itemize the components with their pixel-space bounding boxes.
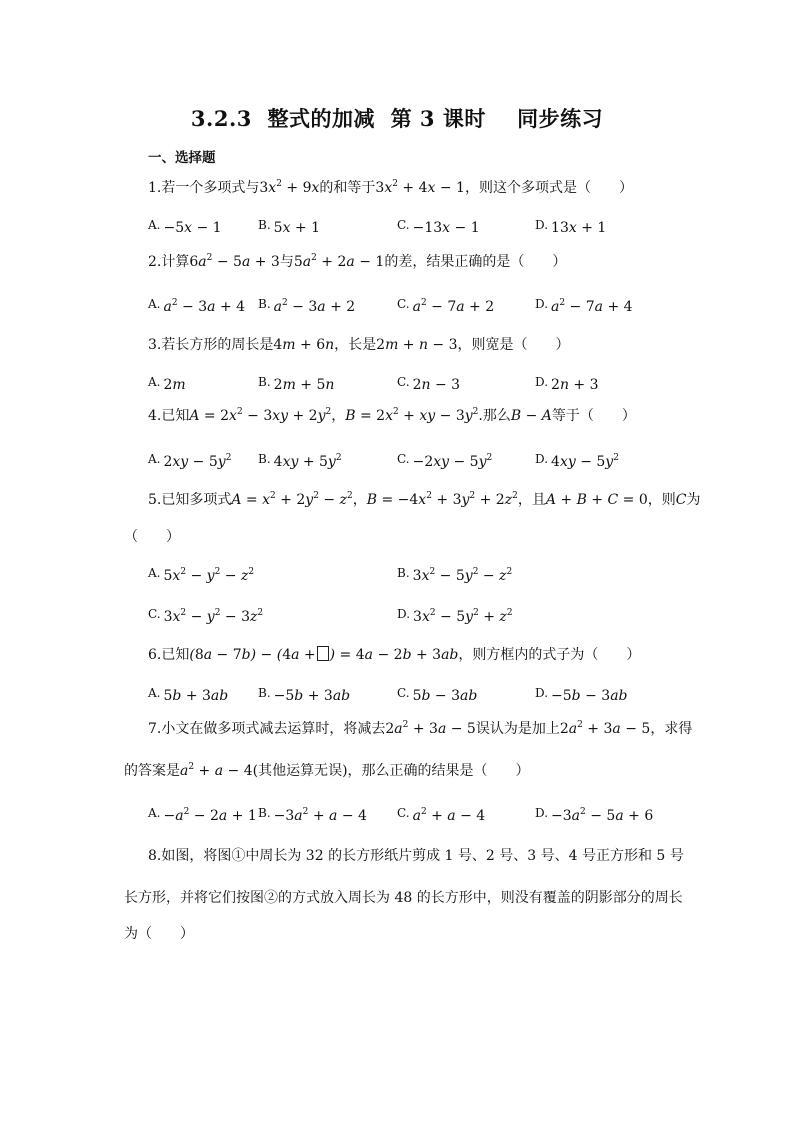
option-expr: $4xy - 5y^2$ (551, 453, 619, 470)
q5-text-b: ， (352, 492, 367, 508)
q6-option-a (148, 683, 228, 706)
q1-text-c: ，则这个多项式是（ ） (464, 180, 633, 196)
q5-option-b (397, 563, 512, 586)
q2-text-c: 的差，结果正确的是（ ） (384, 254, 567, 270)
option-expr: 5b + 3ab (163, 688, 229, 704)
option-expr: 2m (163, 377, 186, 393)
q7-option-d (535, 803, 653, 826)
q4-expr-b: $B = 2x^2$ + xy − $3y^2$ (345, 407, 479, 424)
question-7 (148, 719, 692, 739)
q6-option-c (397, 683, 477, 706)
q5-expr-b: $B = -4x^2 + 3y^2 + 2z^2$ (366, 491, 518, 508)
option-label: D. (535, 218, 549, 232)
q2-option-c (397, 294, 494, 317)
q6-text-a: 6.已知 (148, 647, 190, 663)
q1-text-a: 1.若一个多项式与 (148, 180, 260, 196)
q4-option-b (258, 449, 342, 472)
option-expr: −5b + 3ab (273, 688, 351, 704)
option-expr: $a^2 - 7a + 2$ (412, 298, 495, 315)
option-label: C. (397, 218, 410, 232)
blank-box (317, 646, 329, 661)
option-expr: $3x^2 - 5y^2 + z^2$ (413, 608, 513, 625)
q2-option-a (148, 294, 245, 317)
q5-expr-d: C (675, 492, 687, 508)
q7-text-d: 的答案是 (124, 763, 180, 779)
q6-option-d (535, 683, 628, 706)
q2-expr-b: $5a^2 + 2a - 1$ (293, 253, 385, 270)
option-label: C. (397, 375, 410, 389)
option-expr: $a^2 - 3a + 4$ (163, 298, 246, 315)
q5-option-a (148, 563, 254, 586)
q7-option-c (397, 803, 485, 826)
option-expr: $-a^2 - 2a + 1$ (163, 807, 257, 824)
q5-text-c: ，且 (517, 492, 546, 508)
q3-expr-a: 4m + 6n (273, 337, 335, 353)
q5-text-a: 5.已知多项式 (148, 492, 232, 508)
option-expr: $-3a^2 - 5a + 6$ (551, 807, 654, 824)
option-label: D. (535, 452, 549, 466)
option-expr: 5x + 1 (273, 220, 321, 236)
option-label: C. (397, 686, 410, 700)
q6-expr-a: (8a − 7b) − (4a + (189, 647, 316, 663)
q3-text-c: ，则宽是（ ） (457, 337, 570, 353)
option-expr: 2n + 3 (551, 377, 599, 393)
q5-text-d: ，则 (647, 492, 676, 508)
option-expr: 2m + 5n (273, 377, 335, 393)
q1-text-b: 的和等于 (319, 180, 376, 196)
q7-expr-a: $2a^2 + 3a - 5$ (385, 720, 476, 737)
question-8-line-1: 8.如图，将图①中周长为 32 的长方形纸片剪成 1 号、2 号、3 号、4 号正方形和 5 号 (148, 848, 684, 864)
question-2 (148, 252, 566, 272)
q6-option-b (258, 683, 350, 706)
option-expr: 5b − 3ab (412, 688, 478, 704)
option-label: B. (258, 375, 271, 389)
q7-text-e: (其他运算无误)，那么正确的结果是（ ） (252, 763, 530, 779)
option-expr: −13x − 1 (412, 220, 480, 236)
q3-expr-b: 2m + n − 3 (376, 337, 458, 353)
q5-expr-c: A + B + C = 0 (545, 492, 648, 508)
option-expr: $3x^2 - 5y^2 - z^2$ (412, 567, 513, 584)
option-expr: −5x − 1 (163, 220, 222, 236)
option-expr: $-3a^2 + a - 4$ (273, 807, 367, 824)
q7-text-c: ，求得 (650, 721, 693, 737)
q1-expr-a: $3x^2 + 9x$ (259, 179, 320, 196)
option-label: A. (148, 375, 161, 389)
option-label: D. (535, 375, 549, 389)
q4-option-c (397, 449, 492, 472)
q2-expr-a: $6a^2 - 5a + 3$ (189, 253, 280, 270)
option-expr: −5b − 3ab (551, 688, 628, 704)
section-heading: 一、选择题 (148, 150, 216, 166)
q1-option-b (258, 215, 320, 238)
option-expr: $4xy + 5y^2$ (273, 453, 342, 470)
option-expr: $5x^2 - y^2 - z^2$ (163, 567, 255, 584)
option-expr: $a^2 - 3a + 2$ (273, 298, 356, 315)
option-label: A. (148, 566, 161, 580)
q1-option-c (397, 215, 480, 238)
option-label: A. (148, 218, 161, 232)
q7-expr-b: $2a^2 + 3a - 5$ (559, 720, 651, 737)
q7-continuation (124, 761, 530, 781)
question-4 (148, 406, 636, 426)
q4-expr-c: B − A (510, 408, 552, 424)
q4-text-c: .那么 (478, 408, 511, 424)
option-expr: $a^2 - 7a + 4$ (551, 298, 633, 315)
option-label: B. (258, 686, 271, 700)
option-label: C. (397, 806, 410, 820)
q4-option-a (148, 449, 231, 472)
q7-text-a: 7.小文在做多项式减去运算时，将减去 (148, 721, 386, 737)
q4-expr-a: $A = 2x^2 - 3xy + 2y^2$ (189, 407, 332, 424)
option-expr: 13x + 1 (551, 220, 607, 236)
question-8-line-2: 长方形，并将它们按图②的方式放入周长为 48 的长方形中，则没有覆盖的阴影部分的周长 (124, 890, 683, 906)
q1-option-a (148, 215, 222, 238)
option-label: A. (148, 686, 161, 700)
q6-text-b: ，则方框内的式子为（ ） (458, 647, 641, 663)
q3-text-a: 3.若长方形的周长是 (148, 337, 274, 353)
option-label: C. (397, 297, 410, 311)
question-1 (148, 178, 633, 198)
q2-option-d (535, 294, 633, 317)
q5-option-c (148, 604, 263, 627)
q2-text-b: 与 (279, 254, 294, 270)
q3-option-a (148, 372, 186, 395)
q3-option-d (535, 372, 599, 395)
option-label: D. (535, 297, 549, 311)
q7-option-b (258, 803, 367, 826)
q7-text-b: 误认为是加上 (475, 721, 560, 737)
q3-option-c (397, 372, 460, 395)
q6-expr-b: ) = 4a − 2b + 3ab (329, 647, 459, 663)
option-label: B. (258, 452, 271, 466)
q2-text-a: 2.计算 (148, 254, 190, 270)
option-label: A. (148, 297, 161, 311)
q3-option-b (258, 372, 334, 395)
option-label: C. (148, 607, 161, 621)
q5-continuation: （ ） (124, 529, 180, 545)
q4-text-a: 4.已知 (148, 408, 190, 424)
q4-text-b: ， (331, 408, 346, 424)
option-label: B. (258, 806, 271, 820)
q4-text-d: 等于（ ） (551, 408, 636, 424)
option-label: C. (397, 452, 410, 466)
q7-expr-c: $a^2 + a - 4$ (180, 762, 253, 779)
q5-expr-a: $A = x^2 + 2y^2 - z^2$ (231, 491, 353, 508)
option-expr: $a^2 + a - 4$ (412, 807, 486, 824)
question-8-line-3: 为（ ） (124, 926, 194, 942)
option-label: D. (535, 806, 549, 820)
q7-option-a (148, 803, 257, 826)
question-6 (148, 645, 640, 665)
q1-expr-b: $3x^2 + 4x - 1$ (375, 179, 465, 196)
option-label: D. (535, 686, 549, 700)
option-label: B. (258, 218, 271, 232)
q1-option-d (535, 215, 606, 238)
option-expr: $-2xy - 5y^2$ (412, 453, 493, 470)
question-5 (148, 490, 700, 510)
option-expr: $2xy - 5y^2$ (163, 453, 232, 470)
q5-text-e: 为 (686, 492, 701, 508)
option-expr: $3x^2 - y^2 - 3z^2$ (163, 608, 264, 625)
option-label: A. (148, 452, 161, 466)
option-label: D. (397, 607, 411, 621)
q3-text-b: ，长是 (334, 337, 377, 353)
option-label: A. (148, 806, 161, 820)
q4-option-d (535, 449, 619, 472)
page-title: 3.2.3 整式的加减 第 3 课时 同步练习 (190, 106, 604, 131)
option-label: B. (258, 297, 271, 311)
q2-option-b (258, 294, 355, 317)
q5-option-d (397, 604, 513, 627)
option-label: B. (397, 566, 410, 580)
question-3 (148, 335, 570, 355)
option-expr: 2n − 3 (412, 377, 461, 393)
